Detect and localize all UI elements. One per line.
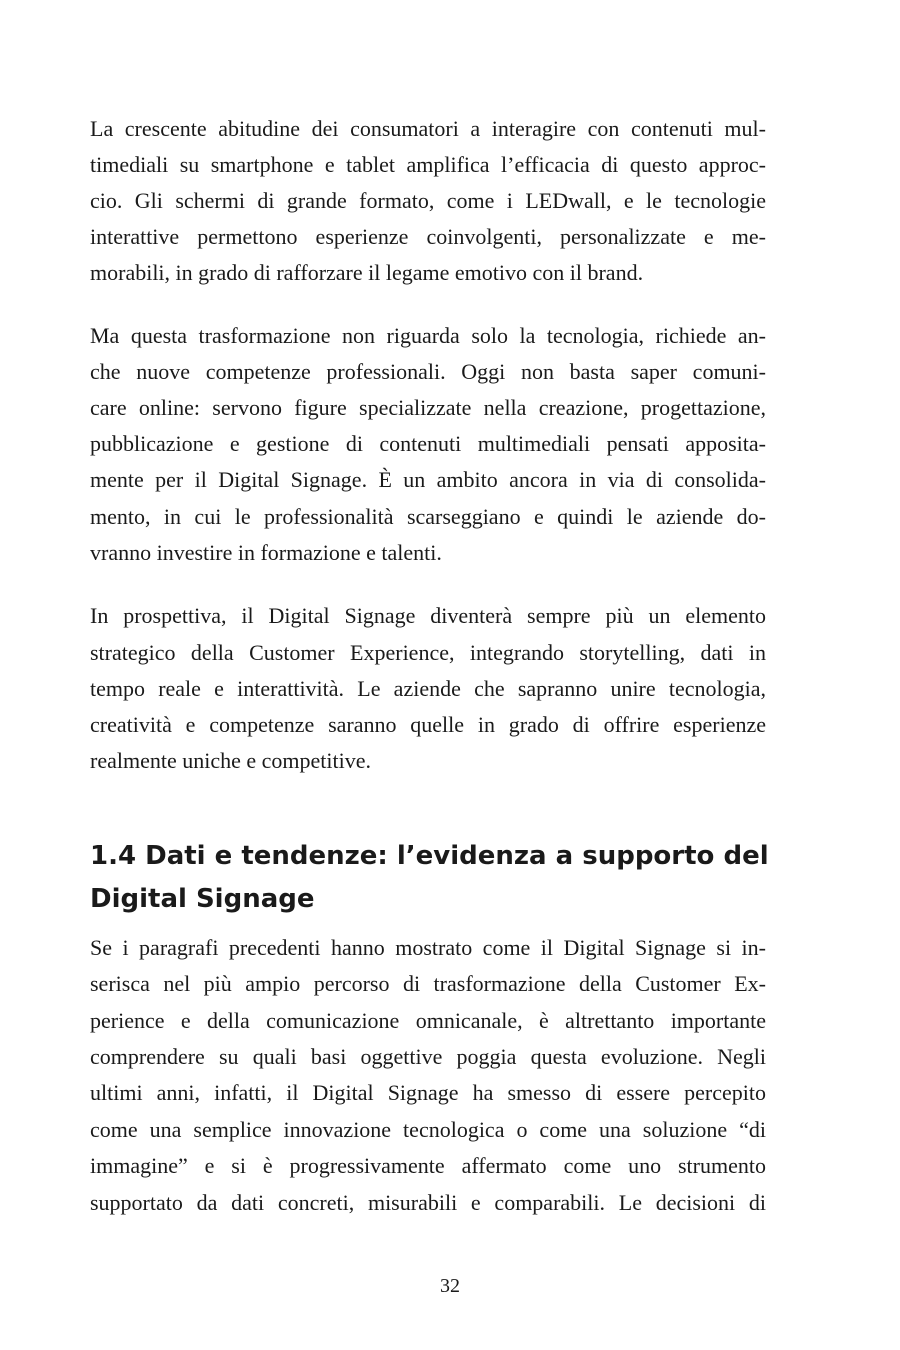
- text-line: creatività e competenze saranno quelle in grado di offrire esperienze: [90, 712, 766, 737]
- page-number: 32: [440, 1275, 460, 1297]
- text-line: come una semplice innovazione tecnologica o come una soluzione “di: [90, 1117, 766, 1142]
- text-line: vranno investire in formazione e talenti.: [90, 540, 442, 565]
- text-line: strategico della Customer Experience, integrando storytelling, dati in: [90, 640, 766, 665]
- text-line: cio. Gli schermi di grande formato, come i LEDwall, e le tecnologie: [90, 188, 766, 213]
- text-line: comprendere su quali basi oggettive poggia questa evoluzione. Negli: [90, 1044, 766, 1069]
- text-line: realmente uniche e competitive.: [90, 748, 371, 773]
- text-line: In prospettiva, il Digital Signage diventerà sempre più un elemento: [90, 603, 766, 628]
- text-line: immagine” e si è progressivamente affermato come uno strumento: [90, 1153, 766, 1178]
- text-line: pubblicazione e gestione di contenuti multimediali pensati apposita-: [90, 431, 766, 456]
- text-line: care online: servono figure specializzate nella creazione, progettazione,: [90, 395, 766, 420]
- text-line: La crescente abitudine dei consumatori a interagire con contenuti mul-: [90, 116, 766, 141]
- text-line: Se i paragrafi precedenti hanno mostrato come il Digital Signage si in-: [90, 935, 766, 960]
- text-line: morabili, in grado di rafforzare il legame emotivo con il brand.: [90, 260, 644, 285]
- text-line: timediali su smartphone e tablet amplifica l’efficacia di questo approc-: [90, 152, 766, 177]
- text-line: perience e della comunicazione omnicanale, è altrettanto importante: [90, 1008, 766, 1033]
- text-line: che nuove competenze professionali. Oggi non basta saper comuni-: [90, 359, 766, 384]
- text-line: mento, in cui le professionalità scarseggiano e quindi le aziende do-: [90, 504, 766, 529]
- text-line: tempo reale e interattività. Le aziende che sapranno unire tecnologia,: [90, 676, 766, 701]
- section-heading-line: Digital Signage: [90, 884, 315, 914]
- text-line: serisca nel più ampio percorso di trasformazione della Customer Ex-: [90, 971, 766, 996]
- text-line: supportato da dati concreti, misurabili e comparabili. Le decisioni di: [90, 1190, 766, 1215]
- text-line: ultimi anni, infatti, il Digital Signage ha smesso di essere percepito: [90, 1080, 766, 1105]
- section-heading-line: 1.4 Dati e tendenze: l’evidenza a supporto del: [90, 841, 769, 871]
- text-line: mente per il Digital Signage. È un ambito ancora in via di consolida-: [90, 467, 766, 492]
- text-line: Ma questa trasformazione non riguarda solo la tecnologia, richiede an-: [90, 323, 766, 348]
- text-line: interattive permettono esperienze coinvolgenti, personalizzate e me-: [90, 224, 766, 249]
